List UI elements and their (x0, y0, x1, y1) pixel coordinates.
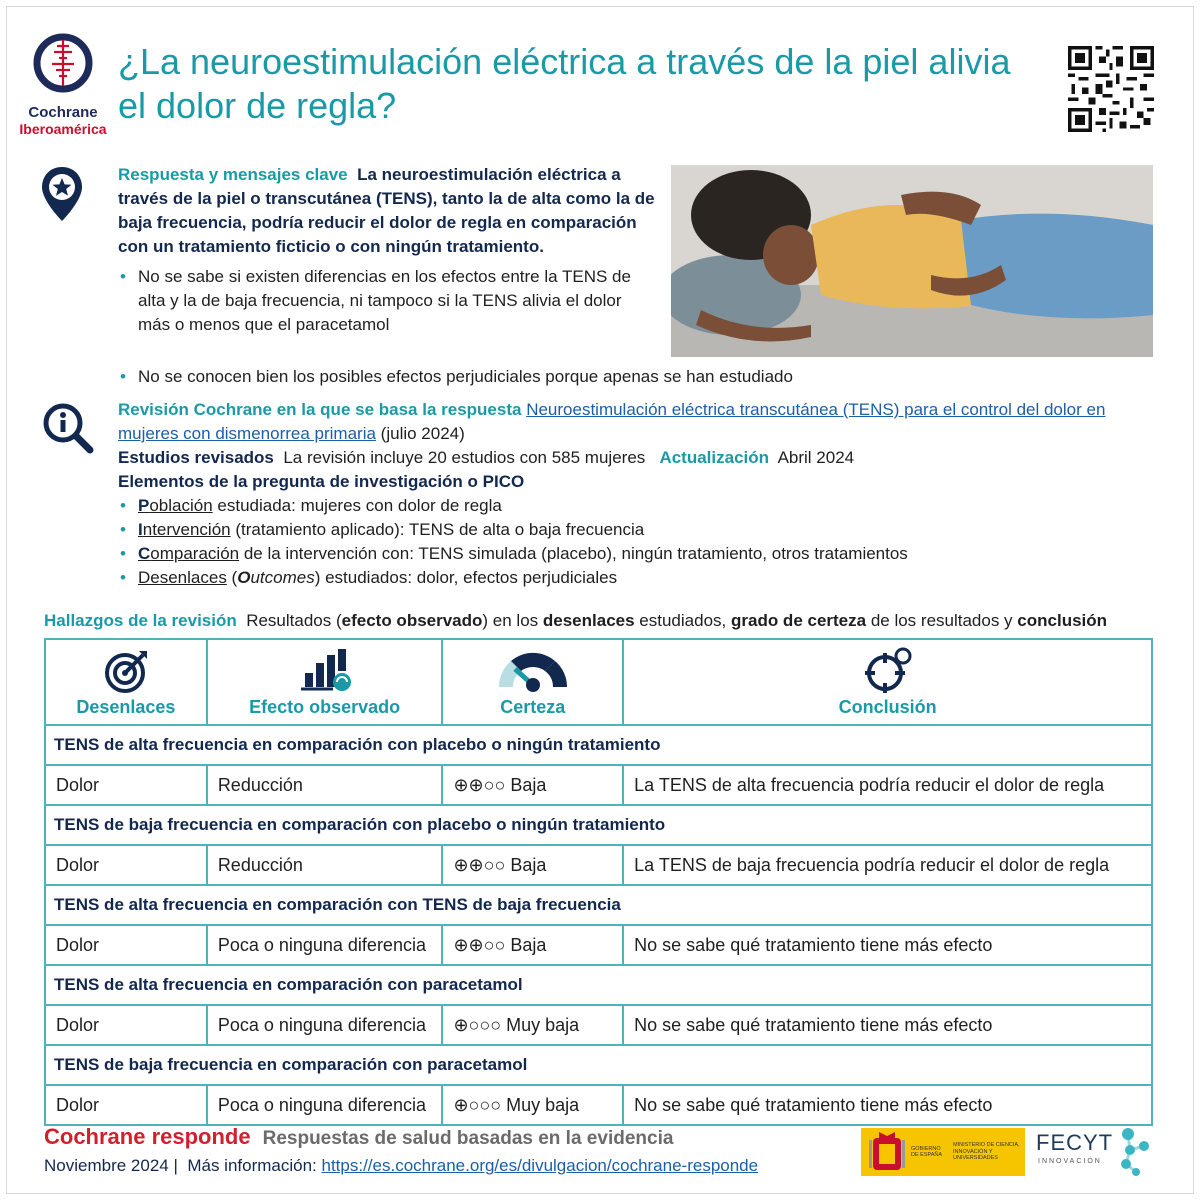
table-row: Dolor Poca o ninguna diferencia ⊕○○○ Muy baja No se sabe qué tratamiento tiene más efecto (45, 1085, 1152, 1125)
group-row-2: TENS de baja frecuencia en comparación con placebo o ningún tratamiento (45, 805, 1152, 845)
pico-item-outcomes: • Desenlaces (Outcomes) estudiados: dolor, efectos perjudiciales (118, 566, 1158, 590)
table-header-row (45, 639, 1152, 725)
update-text: Abril 2024 (777, 448, 855, 467)
info-magnifier-icon (42, 402, 94, 454)
fecyt-subtext: INNOVACIÓN (1038, 1158, 1102, 1165)
certainty-symbols: ⊕⊕○○ (453, 774, 506, 795)
group-row-5: TENS de baja frecuencia en comparación con paracetamol (45, 1045, 1152, 1085)
fecyt-molecule-icon (1118, 1126, 1154, 1178)
pico-list (118, 494, 1158, 590)
woman-with-period-pain-photo (671, 165, 1153, 357)
cochrane-emblem-icon (30, 30, 96, 96)
review-label: Revisión Cochrane en la que se basa la respuesta (118, 400, 522, 419)
key-label: Respuesta y mensajes clave (118, 165, 348, 184)
certainty-symbols: ⊕○○○ (453, 1094, 502, 1115)
review-section (118, 398, 1158, 590)
group-row-1: TENS de alta frecuencia en comparación con placebo o ningún tratamiento (45, 725, 1152, 765)
pico-item-population: • Población estudiada: mujeres con dolor de regla (118, 494, 1158, 518)
studies-label: Estudios revisados (118, 448, 274, 467)
header-effect: Efecto observado (207, 639, 443, 725)
footer-info: Noviembre 2024 | Más información: https://es.cochrane.org/es/divulgacion/cochrane-responde (44, 1156, 759, 1175)
review-date: (julio 2024) (380, 424, 465, 443)
footer-url-link[interactable]: https://es.cochrane.org/es/divulgacion/cochrane-responde (321, 1156, 759, 1175)
group-row-4: TENS de alta frecuencia en comparación con paracetamol (45, 965, 1152, 1005)
gov-text-1: GOBIERNO DE ESPAÑA (911, 1145, 943, 1158)
table-row: Dolor Reducción ⊕⊕○○ Baja La TENS de alta frecuencia podría reducir el dolor de regla (45, 765, 1152, 805)
gov-text-2: MINISTERIO DE CIENCIA, INNOVACIÓN Y UNIVERSIDADES (953, 1142, 1020, 1162)
review-studies (118, 446, 1158, 470)
bar-chart-icon (299, 647, 351, 693)
pico-label: Elementos de la pregunta de investigación o PICO (118, 472, 525, 491)
logo-text-iberoamerica: Iberoamérica (19, 121, 107, 137)
gauge-icon (493, 647, 573, 693)
location-star-icon (40, 165, 84, 223)
certainty-symbols: ⊕⊕○○ (453, 854, 506, 875)
table-row: Dolor Poca o ninguna diferencia ⊕⊕○○ Baja No se sabe qué tratamiento tiene más efecto (45, 925, 1152, 965)
review-link[interactable]: Neuroestimulación eléctrica transcutánea (TENS) para el control del dolor en mujeres con dismenorrea primaria (118, 400, 1106, 443)
table-row: Dolor Reducción ⊕⊕○○ Baja La TENS de baja frecuencia podría reducir el dolor de regla (45, 845, 1152, 885)
table-row: Dolor Poca o ninguna diferencia ⊕○○○ Muy baja No se sabe qué tratamiento tiene más efecto (45, 1005, 1152, 1045)
key-bullet-2: • No se conocen bien los posibles efectos perjudiciales porque apenas se han estudiado (118, 365, 1158, 389)
certainty-symbols: ⊕⊕○○ (453, 934, 506, 955)
government-logo[interactable] (861, 1128, 1025, 1176)
spain-coat-of-arms-icon (867, 1130, 907, 1174)
findings-heading: Hallazgos de la revisión Resultados (efecto observado) en los desenlaces estudiados, grado de certeza de los resultados y conclusión (44, 611, 1108, 630)
group-row-3: TENS de alta frecuencia en comparación con TENS de baja frecuencia (45, 885, 1152, 925)
update-label: Actualización (659, 448, 770, 467)
header-certainty: Certeza (442, 639, 623, 725)
key-bullets (118, 265, 658, 337)
results-table (44, 638, 1153, 1126)
key-bullet-1: • No se sabe si existen diferencias en los efectos entre la TENS de alta y la de baja frecuencia, ni tampoco si la TENS alivia el dolor más o menos que el paracetamol (118, 265, 658, 337)
key-messages (118, 163, 658, 337)
fecyt-logo[interactable] (1036, 1124, 1156, 1180)
key-text: La neuroestimulación eléctrica a través de la piel o transcutánea (TENS), tanto la de alta como la de baja frecuencia, podría reducir el dolor de regla en comparación con un tratamiento ficticio o con ningún tratamiento. (118, 165, 655, 256)
page-title: ¿La neuroestimulación eléctrica a través de la piel alivia el dolor de regla? (118, 41, 1011, 126)
qr-code-icon[interactable] (1068, 46, 1154, 132)
cochrane-logo[interactable] (18, 30, 108, 137)
pico-item-comparison: • Comparación de la intervención con: TENS simulada (placebo), ningún tratamiento, otros tratamientos (118, 542, 1158, 566)
logo-text-cochrane: Cochrane (28, 104, 98, 121)
crosshair-magnifier-icon (863, 647, 913, 693)
review-source (118, 398, 1158, 446)
footer-brand: Cochrane responde Respuestas de salud basadas en la evidencia (44, 1124, 674, 1149)
fecyt-text: FECYT (1036, 1130, 1114, 1155)
footer-subtitle: Respuestas de salud basadas en la evidencia (262, 1128, 674, 1149)
studies-text: La revisión incluye 20 estudios con 585 mujeres (283, 448, 646, 467)
target-icon (103, 649, 149, 693)
header-outcomes: Desenlaces (45, 639, 207, 725)
key-summary (118, 163, 658, 259)
certainty-symbols: ⊕○○○ (453, 1014, 502, 1035)
header-conclusion: Conclusión (623, 639, 1152, 725)
pico-item-intervention: • Intervención (tratamiento aplicado): TENS de alta o baja frecuencia (118, 518, 1158, 542)
key-bullet-2-container (118, 359, 1158, 389)
